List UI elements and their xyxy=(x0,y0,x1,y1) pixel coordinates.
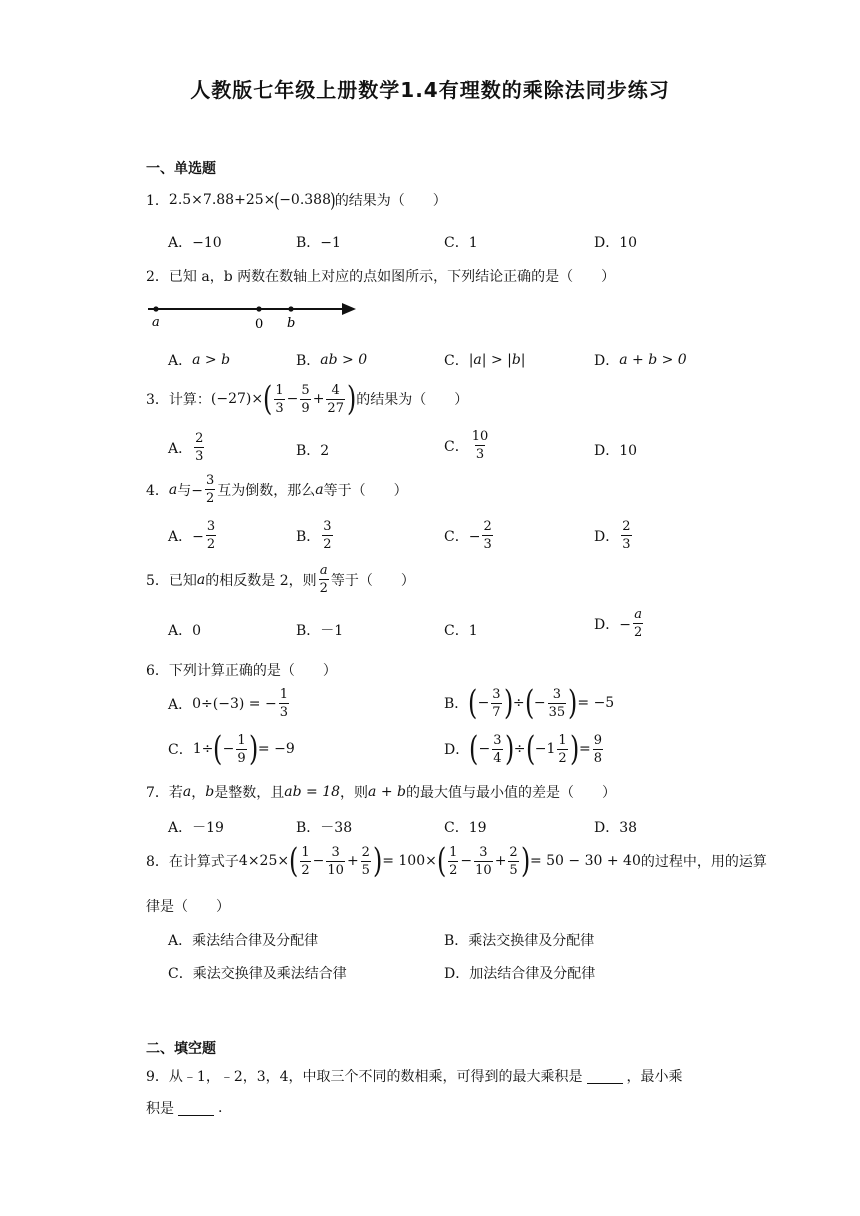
question-number: 1． xyxy=(146,193,169,209)
option-c[interactable]: C． |a| > |b| xyxy=(444,352,526,369)
question-7: 7．若 a ， b 是整数，且 ab = 18 ，则 a + b 的最大值与最小值的差是（ ） xyxy=(146,784,616,801)
option-b[interactable]: B．2 xyxy=(296,443,330,459)
option-a[interactable]: A． 0÷(−3) = − $\frac{1}{3}$ xyxy=(168,687,288,720)
option-a[interactable]: A．0 xyxy=(168,623,202,639)
page-title: 人教版七年级上册数学1.4有理数的乘除法同步练习 xyxy=(190,78,670,102)
option-d[interactable]: D． $\frac{2}{3}$ xyxy=(594,519,631,552)
option-d[interactable]: D．10 xyxy=(594,235,638,251)
question-9: 9．从﹣1，﹣2，3，4，中取三个不同的数相乘，可得到的最大乘积是 ，最小乘 xyxy=(146,1069,683,1085)
section-heading-single-choice: 一、单选题 xyxy=(146,161,216,177)
question-2: 2．已知 a，b 两数在数轴上对应的点如图所示，下列结论正确的是（ ） xyxy=(146,269,616,285)
option-d[interactable]: D． ( − $\frac{3}{4}$ ) ÷ ( −1 $\frac{1}{2}$ ) = $\frac{9}{8}$ xyxy=(444,729,602,769)
option-b[interactable]: B．−1 xyxy=(296,235,341,251)
expression: 2.5×7.88+25× xyxy=(168,192,276,208)
option-c[interactable]: C．乘法交换律及乘法结合律 xyxy=(168,966,347,982)
section-heading-fill-blank: 二、填空题 xyxy=(146,1041,216,1057)
question-9-line-2: 积是 . xyxy=(146,1100,223,1117)
answer-blank-min[interactable] xyxy=(178,1101,214,1116)
option-b[interactable]: B．乘法交换律及分配律 xyxy=(444,933,595,949)
option-c[interactable]: C．19 xyxy=(444,820,487,836)
expression-inner: −0.388 xyxy=(279,192,331,208)
option-a[interactable]: A．乘法结合律及分配律 xyxy=(168,933,319,949)
option-d[interactable]: D．− $\frac{a}{2}$ xyxy=(594,607,643,640)
option-a[interactable]: A． a > b xyxy=(168,352,231,369)
option-c[interactable]: C．1 xyxy=(444,235,478,251)
option-b[interactable]: B． ab > 0 xyxy=(296,352,368,369)
question-tail: 的结果为（ ） xyxy=(334,193,447,209)
option-d[interactable]: D．38 xyxy=(594,820,638,836)
question-8-line-2: 律是（ ） xyxy=(146,899,230,915)
answer-blank-max[interactable] xyxy=(587,1069,623,1084)
point-label-b: b xyxy=(287,316,296,330)
option-a[interactable]: A．−10 xyxy=(168,235,222,251)
option-b[interactable]: B． ( − $\frac{3}{7}$ ) ÷ ( − $\frac{3}{35}$ ) = −5 xyxy=(444,683,615,723)
question-1: 1． 2.5×7.88+25× ( −0.388 ) 的结果为（ ） xyxy=(146,188,447,212)
number-line-figure xyxy=(146,296,361,330)
question-5: 5．已知 a 的相反数是 2，则 $\frac{a}{2}$ 等于（ ） xyxy=(146,563,415,596)
option-c[interactable]: C． 1÷ ( − $\frac{1}{9}$ ) = −9 xyxy=(168,729,295,769)
point-label-zero: 0 xyxy=(255,317,264,330)
option-c[interactable]: C． $\frac{10}{3}$ xyxy=(444,429,489,462)
option-a[interactable]: A．－19 xyxy=(168,820,224,836)
option-d[interactable]: D． a + b > 0 xyxy=(594,352,687,369)
option-d[interactable]: D．10 xyxy=(594,443,638,459)
option-a[interactable]: A． $\frac{2}{3}$ xyxy=(168,431,204,464)
option-b[interactable]: B．－1 xyxy=(296,623,344,639)
question-4: 4． a 与− $\frac{3}{2}$ 互为倒数，那么 a 等于（ ） xyxy=(146,473,408,506)
question-6: 6．下列计算正确的是（ ） xyxy=(146,663,337,679)
point-label-a: a xyxy=(152,315,160,330)
question-8: 8．在计算式子 4×25× ( $\frac{1}{2}$ − $\frac{3}{10}$ + $\frac{2}{5}$ ) = 100× ( $\frac{1}{2}$ − $\frac{3}{10}$ + $\frac{2}{5}$ ) = 50 − 30 + 40 的过程中，用的运算 xyxy=(146,841,767,881)
option-c[interactable]: C．1 xyxy=(444,623,478,639)
option-c[interactable]: C．− $\frac{2}{3}$ xyxy=(444,519,492,552)
option-b[interactable]: B．－38 xyxy=(296,820,353,836)
question-3: 3．计算： (−27)× ( $\frac{1}{3}$ − $\frac{5}{9}$ + $\frac{4}{27}$ ) 的结果为（ ） xyxy=(146,379,469,419)
option-b[interactable]: B． $\frac{3}{2}$ xyxy=(296,519,332,552)
option-a[interactable]: A．− $\frac{3}{2}$ xyxy=(168,519,216,552)
option-d[interactable]: D．加法结合律及分配律 xyxy=(444,966,596,982)
